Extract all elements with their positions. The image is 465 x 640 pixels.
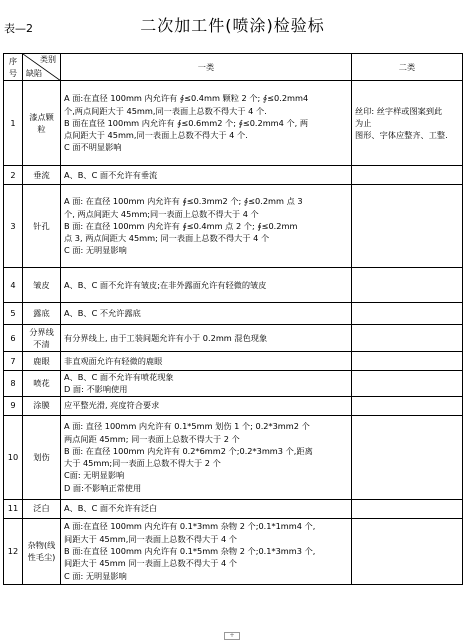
class-1-criteria (61, 396, 352, 415)
class-2-criteria (352, 81, 463, 166)
criteria-line: A、B、C 面不允许有皱皮;在非外露面允许有轻微的皱皮 (64, 279, 267, 290)
row-number: 10 (4, 415, 23, 499)
table-row (4, 81, 463, 166)
row-number: 1 (4, 81, 23, 166)
table-header-row (4, 54, 463, 81)
class-1-criteria (61, 518, 352, 584)
criteria-line: A 面: 在直径 100mm 内允许有 ∮≤0.3mm2 个; ∮≤0.2mm 点 3 (64, 196, 303, 207)
table-row (4, 415, 463, 499)
criteria-line: A 面:在直径 100mm 内允许有 0.1*3mm 杂物 2 个;0.1*1mm4 个, (64, 521, 316, 532)
criteria-line: C 面: 无明显影响 (64, 570, 127, 581)
class-2-criteria (352, 325, 463, 352)
defect-name (23, 352, 61, 371)
criteria-line: 点 3, 两点间距大 45mm; 同一表面上总数不得大于 4 个 (64, 233, 270, 244)
defect-name (23, 396, 61, 415)
defect-name (23, 303, 61, 325)
table-number-label: 表—2 (4, 22, 33, 35)
criteria-line: 个,两点间距大于 45mm,同一表面上总数不得大于 4 个. (64, 105, 267, 116)
row-number: 8 (4, 371, 23, 397)
class-1-criteria (61, 268, 352, 303)
criteria-line: B 面在直径 100mm 内允许有 ∮≤0.6mm2 个; ∮≤0.2mm4 个, 两 (64, 117, 309, 128)
criteria-line: A、B、C 面不允许有泛白 (64, 503, 158, 514)
table-row (4, 499, 463, 518)
criteria-line: 点间距大于 45mm,同一表面上总数不得大于 4 个. (64, 130, 248, 141)
defect-name (23, 166, 61, 185)
defect-name-line: 分界线 (29, 326, 54, 337)
defect-name-line: 喷花 (33, 378, 50, 389)
table-row (4, 352, 463, 371)
criteria-line: A、B、C 面不允许有喷花现象 (64, 372, 174, 382)
class-1-criteria (61, 371, 352, 397)
row-number: 9 (4, 396, 23, 415)
header-no: 序 号 (4, 54, 23, 81)
criteria-line: B 面: 在直径 100mm 内允许有 ∮≤0.4mm 点 2 个; ∮≤0.2mm (64, 220, 298, 231)
table-row (4, 396, 463, 415)
defect-name-line: 不清 (33, 339, 50, 349)
table-row (4, 185, 463, 268)
defect-name-line: 杂物(线 (27, 539, 56, 550)
row-number: 12 (4, 518, 23, 584)
criteria-line: C 面不明显影响 (64, 142, 122, 153)
criteria-line: A、B、C 面不允许有垂流 (64, 169, 158, 180)
row-number: 4 (4, 268, 23, 303)
class-1-criteria (61, 303, 352, 325)
defect-name-line: 性毛尘) (27, 552, 56, 563)
header-class-2: 二类 (352, 54, 463, 81)
table-row (4, 166, 463, 185)
defect-name-line: 皱皮 (33, 279, 50, 290)
criteria-line: 为止 (355, 117, 372, 128)
criteria-line: C面: 无明显影响 (64, 470, 125, 481)
header-class-1: 一类 (61, 54, 352, 81)
header-category-defect (23, 54, 61, 81)
criteria-line: A 面:在直径 100mm 内允许有 ∮≤0.4mm 颗粒 2 个; ∮≤0.2mm4 (64, 93, 309, 104)
defect-name (23, 499, 61, 518)
criteria-line: A、B、C 不允许露底 (64, 308, 141, 319)
class-2-criteria (352, 371, 463, 397)
criteria-line: B 面: 在直径 100mm 内允许有 0.2*6mm2 个;0.2*3mm3 个,距离 (64, 445, 313, 456)
criteria-line: 间距大于 45mm,同一表面上总数不得大于 4 个 (64, 533, 237, 544)
row-number: 3 (4, 185, 23, 268)
class-1-criteria (61, 325, 352, 352)
table-row (4, 303, 463, 325)
defect-name-line: 漆点颗 (29, 111, 54, 122)
table-row (4, 268, 463, 303)
row-number: 5 (4, 303, 23, 325)
class-2-criteria (352, 518, 463, 584)
class-1-criteria (61, 415, 352, 499)
defect-name (23, 518, 61, 584)
class-1-criteria (61, 352, 352, 371)
table-row (4, 325, 463, 352)
header-defect: 缺陷 (26, 69, 42, 78)
table-row (4, 518, 463, 584)
class-1-criteria (61, 499, 352, 518)
class-2-criteria (352, 352, 463, 371)
criteria-line: 图形、字体应整齐、工整. (355, 130, 448, 141)
class-1-criteria (61, 166, 352, 185)
row-number: 7 (4, 352, 23, 371)
defect-name-line: 针孔 (33, 220, 50, 231)
defect-name-line: 泛白 (33, 503, 50, 514)
criteria-line: 间距大于 45mm 同一表面上总数不得大于 4 个 (64, 558, 237, 569)
defect-name-line: 垂流 (33, 169, 50, 180)
criteria-line: 丝印: 丝字样或图案到此 (355, 105, 443, 116)
defect-name-line: 露底 (33, 308, 50, 319)
defect-name-line: 粒 (37, 124, 46, 134)
criteria-line: A 面: 直径 100mm 内允许有 0.1*5mm 划伤 1 个; 0.2*3mm2 个 (64, 421, 310, 432)
defect-name (23, 415, 61, 499)
class-2-criteria (352, 166, 463, 185)
defect-name-line: 涂膜 (33, 400, 50, 411)
defect-name (23, 268, 61, 303)
class-2-criteria (352, 415, 463, 499)
inspection-standard-table (3, 53, 463, 585)
defect-name (23, 325, 61, 352)
document-title: 二次加工件(喷涂)检验标 (140, 16, 325, 35)
criteria-line: 有分界线上, 由于工装间题允许有小于 0.2mm 混色现象 (64, 332, 268, 343)
class-2-criteria (352, 396, 463, 415)
criteria-line: 个, 两点间距大 45mm;同一表面上总数不得大于 4 个 (64, 208, 259, 219)
class-1-criteria (61, 185, 352, 268)
defect-name (23, 185, 61, 268)
criteria-line: 大于 45mm;同一表面上总数不得大于 2 个 (64, 458, 221, 469)
criteria-line: D 面:不影响正常使用 (64, 482, 142, 493)
class-2-criteria (352, 185, 463, 268)
criteria-line: B 面:在直径 100mm 内允许有 0.1*5mm 杂物 2 个;0.1*3mm3 个, (64, 545, 316, 556)
defect-name-line: 划伤 (33, 451, 50, 462)
class-2-criteria (352, 268, 463, 303)
criteria-line: 应平整光滑, 亮度符合要求 (64, 400, 160, 411)
criteria-line: D 面: 不影响使用 (64, 384, 128, 395)
class-1-criteria (61, 81, 352, 166)
defect-name (23, 371, 61, 397)
row-number: 2 (4, 166, 23, 185)
criteria-line: C 面: 无明显影响 (64, 245, 127, 256)
criteria-line: 两点间距 45mm; 同一表面上总数不得大于 2 个 (64, 433, 240, 444)
table-row (4, 371, 463, 397)
table-handle-icon: + (224, 632, 240, 640)
header-category: 类别 (40, 55, 56, 64)
criteria-line: 非直观面允许有轻微的鹿眼 (64, 355, 163, 366)
row-number: 6 (4, 325, 23, 352)
class-2-criteria (352, 303, 463, 325)
defect-name (23, 81, 61, 166)
row-number: 11 (4, 499, 23, 518)
defect-name-line: 鹿眼 (33, 355, 50, 366)
class-2-criteria (352, 499, 463, 518)
